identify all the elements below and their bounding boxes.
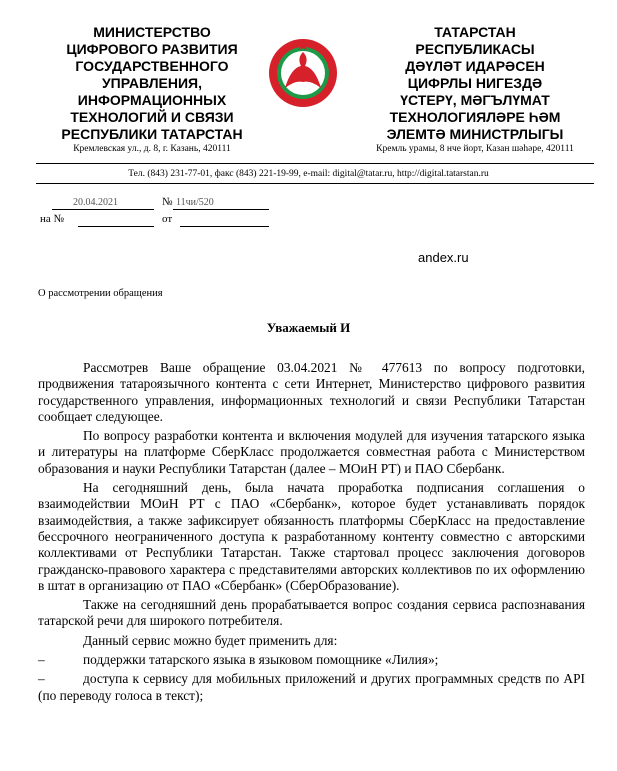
body-paragraph: Рассмотрев Ваше обращение 03.04.2021 № 477613 по вопросу подготовки, продвижения татароязычного контента с сети Интернет, Министерство цифрового развития государственного управления, информационных технологий и связи Республики Татарстан сообщает следующее. [38, 360, 585, 424]
body-paragraph: Также на сегодняшний день прорабатывается вопрос создания сервиса распознавания татарской речи для широкого потребителя. [38, 597, 585, 629]
ministry-name-line: ЭЛЕМТӘ МИНИСТРЛЫГЫ [386, 126, 564, 142]
list-item-text: поддержки татарского языка в языковом помощнике «Лилия»; [83, 652, 439, 668]
ministry-name-line: УПРАВЛЕНИЯ, [101, 75, 203, 91]
body-paragraph: Данный сервис можно будет применить для: [83, 632, 338, 648]
list-dash: – [38, 652, 45, 668]
header-divider-top [36, 163, 594, 164]
letter-body [38, 360, 585, 707]
letter-date: 20.04.2021 [73, 197, 118, 208]
ministry-name-line: ҮСТЕРҮ, МӘГЪЛҮМАТ [400, 92, 550, 108]
address-russian: Кремлевская ул., д. 8, г. Казань, 420111 [73, 144, 231, 154]
number-underline [173, 209, 269, 210]
reply-date-label: от [162, 213, 173, 225]
ministry-name-line: ТЕХНОЛОГИЯЛӘРЕ ҺӘМ [389, 109, 561, 125]
service-uses-list [38, 652, 585, 704]
list-dash: – [38, 671, 45, 687]
ministry-name-tatar [360, 24, 590, 155]
subject-line: О рассмотрении обращения [38, 288, 163, 299]
ministry-name-line: МИНИСТЕРСТВО [93, 24, 211, 40]
ministry-name-line: ИНФОРМАЦИОННЫХ [77, 92, 227, 108]
letter-number: 11чи/520 [176, 197, 214, 208]
list-item [38, 671, 585, 704]
ministry-name-russian [38, 24, 266, 155]
ministry-name-line: ЦИФРОВОГО РАЗВИТИЯ [66, 41, 238, 57]
ministry-name-line: ГОСУДАРСТВЕННОГО [75, 58, 229, 74]
ministry-name-line: РЕСПУБЛИКАСЫ [415, 41, 535, 57]
body-paragraph: По вопросу разработки контента и включения модулей для изучения татарского языка и литературы на платформе СберКласс продолжается совместная работа с Министерством образования и науки Республики Татарстан (далее – МОиН РТ) и ПАО Сбербанк. [38, 428, 585, 476]
reply-to-number-label: на № [40, 213, 65, 225]
ministry-name-line: ДӘҮЛӘТ ИДАРӘСЕН [405, 58, 545, 74]
list-item [38, 652, 585, 668]
number-label: № [162, 196, 173, 208]
ministry-name-line: ТЕХНОЛОГИЙ И СВЯЗИ [70, 109, 234, 125]
contacts-line: Тел. (843) 231-77-01, факс (843) 221-19-99, e-mail: digital@tatar.ru, http://digital.tatarstan.ru [128, 169, 489, 179]
header-divider-bottom [36, 183, 594, 184]
date-underline [52, 209, 154, 210]
body-paragraph: На сегодняшний день, была начата проработка подписания соглашения о взаимодействии МОиН РТ с ПАО «Сбербанк», которое будет устанавливать порядок взаимодействия, а также зафиксирует обязанность платформы СберКласс на предоставление бессрочного неограниченного доступа к разработанному контенту совместно с авторскими коллективами от Республики Татарстан. Также стартовал процесс заключения договоров гражданско-правового характера с представителями авторских коллективов по их оформлению в штат в организацию от ПАО «Сбербанк» (СберОбразование). [38, 480, 585, 593]
address-tatar: Кремль урамы, 8 нче йорт, Казан шәһәре, 420111 [376, 144, 574, 154]
tatarstan-coat-of-arms-icon [263, 28, 343, 118]
recipient-email: andex.ru [418, 250, 469, 265]
reply-number-underline [78, 226, 154, 227]
list-item-text: доступа к сервису для мобильных приложений и других программных средств по API (по переводу голоса в текст); [38, 671, 585, 703]
greeting: Уважаемый И [266, 320, 351, 335]
ministry-name-line: РЕСПУБЛИКИ ТАТАРСТАН [61, 126, 243, 142]
ministry-name-line: ЦИФРЛЫ НИГЕЗДӘ [407, 75, 543, 91]
ministry-name-line: ТАТАРСТАН [434, 24, 516, 40]
reply-date-underline [180, 226, 269, 227]
